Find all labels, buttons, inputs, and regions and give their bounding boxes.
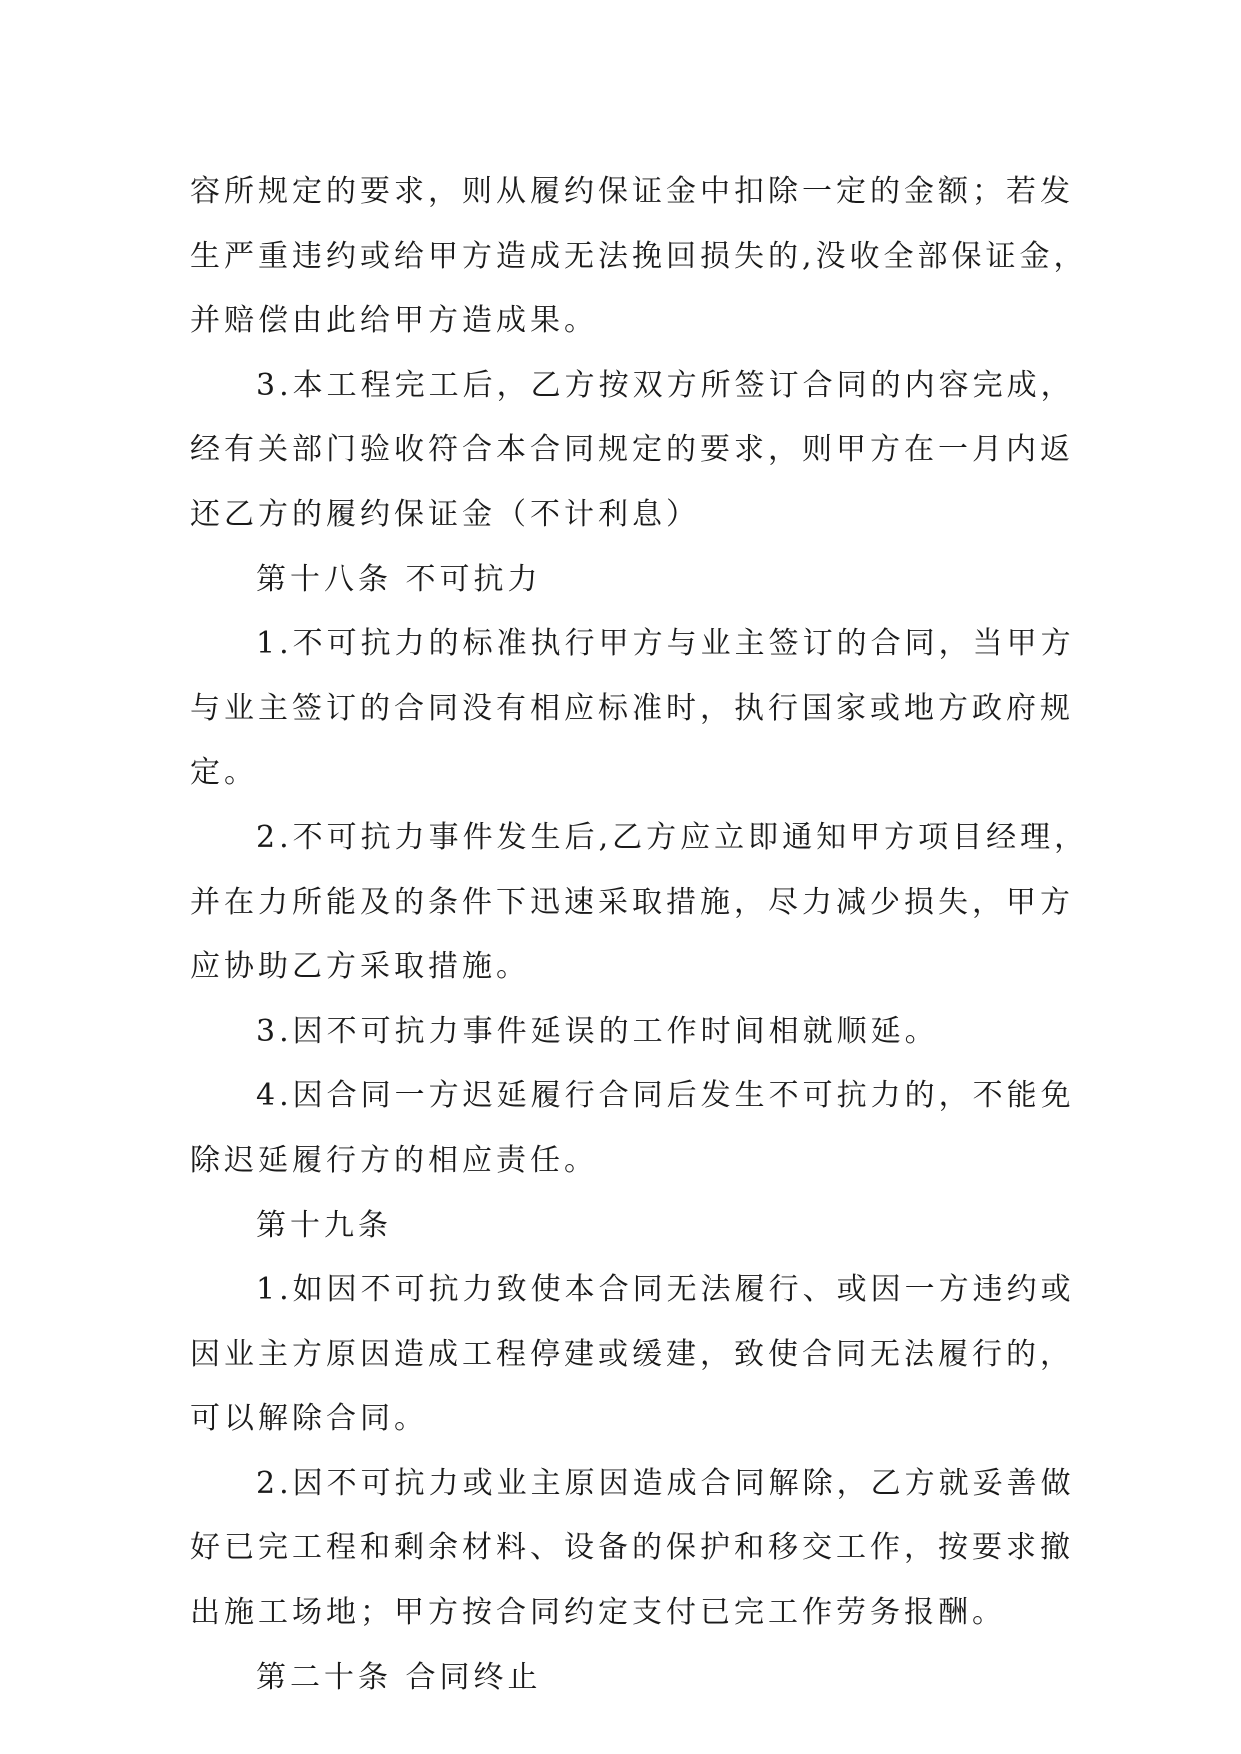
text-line: 第十九条 bbox=[256, 1207, 392, 1243]
text-line: 可以解除合同。 bbox=[190, 1401, 428, 1437]
text-line: 生严重违约或给甲方造成无法挽回损失的,没收全部保证金， bbox=[190, 238, 1088, 274]
text-line: 并在力所能及的条件下迅速采取措施，尽力减少损失，甲方 bbox=[190, 884, 1074, 920]
text-line: 第二十条 合同终止 bbox=[256, 1659, 542, 1695]
text-line: 3.本工程完工后，乙方按双方所签订合同的内容完成， bbox=[256, 367, 1075, 403]
text-line: 3.因不可抗力事件延误的工作时间相就顺延。 bbox=[256, 1013, 939, 1049]
text-line: 第十八条 不可抗力 bbox=[256, 561, 542, 597]
text-line: 1.不可抗力的标准执行甲方与业主签订的合同，当甲方 bbox=[256, 626, 1075, 662]
text-line: 除迟延履行方的相应责任。 bbox=[190, 1142, 598, 1178]
text-line: 定。 bbox=[190, 755, 258, 791]
text-line: 因业主方原因造成工程停建或缓建，致使合同无法履行的， bbox=[190, 1336, 1074, 1372]
text-line: 与业主签订的合同没有相应标准时，执行国家或地方政府规 bbox=[190, 690, 1074, 726]
text-line: 并赔偿由此给甲方造成果。 bbox=[190, 303, 598, 339]
text-line: 4.因合同一方迟延履行合同后发生不可抗力的，不能免 bbox=[256, 1078, 1075, 1114]
document-body bbox=[190, 160, 1090, 1710]
text-line: 还乙方的履约保证金（不计利息） bbox=[190, 496, 700, 532]
text-line: 1.如因不可抗力致使本合同无法履行、或因一方违约或 bbox=[256, 1272, 1075, 1308]
text-line: 容所规定的要求，则从履约保证金中扣除一定的金额；若发 bbox=[190, 174, 1074, 209]
text-line: 经有关部门验收符合本合同规定的要求，则甲方在一月内返 bbox=[190, 432, 1074, 468]
text-line: 应协助乙方采取措施。 bbox=[190, 949, 530, 985]
text-line: 出施工场地；甲方按合同约定支付已完工作劳务报酬。 bbox=[190, 1595, 1006, 1631]
text-line: 2.不可抗力事件发生后,乙方应立即通知甲方项目经理， bbox=[256, 819, 1089, 855]
text-line: 2.因不可抗力或业主原因造成合同解除，乙方就妥善做 bbox=[256, 1465, 1075, 1501]
text-line: 好已完工程和剩余材料、设备的保护和移交工作，按要求撤 bbox=[190, 1530, 1074, 1566]
